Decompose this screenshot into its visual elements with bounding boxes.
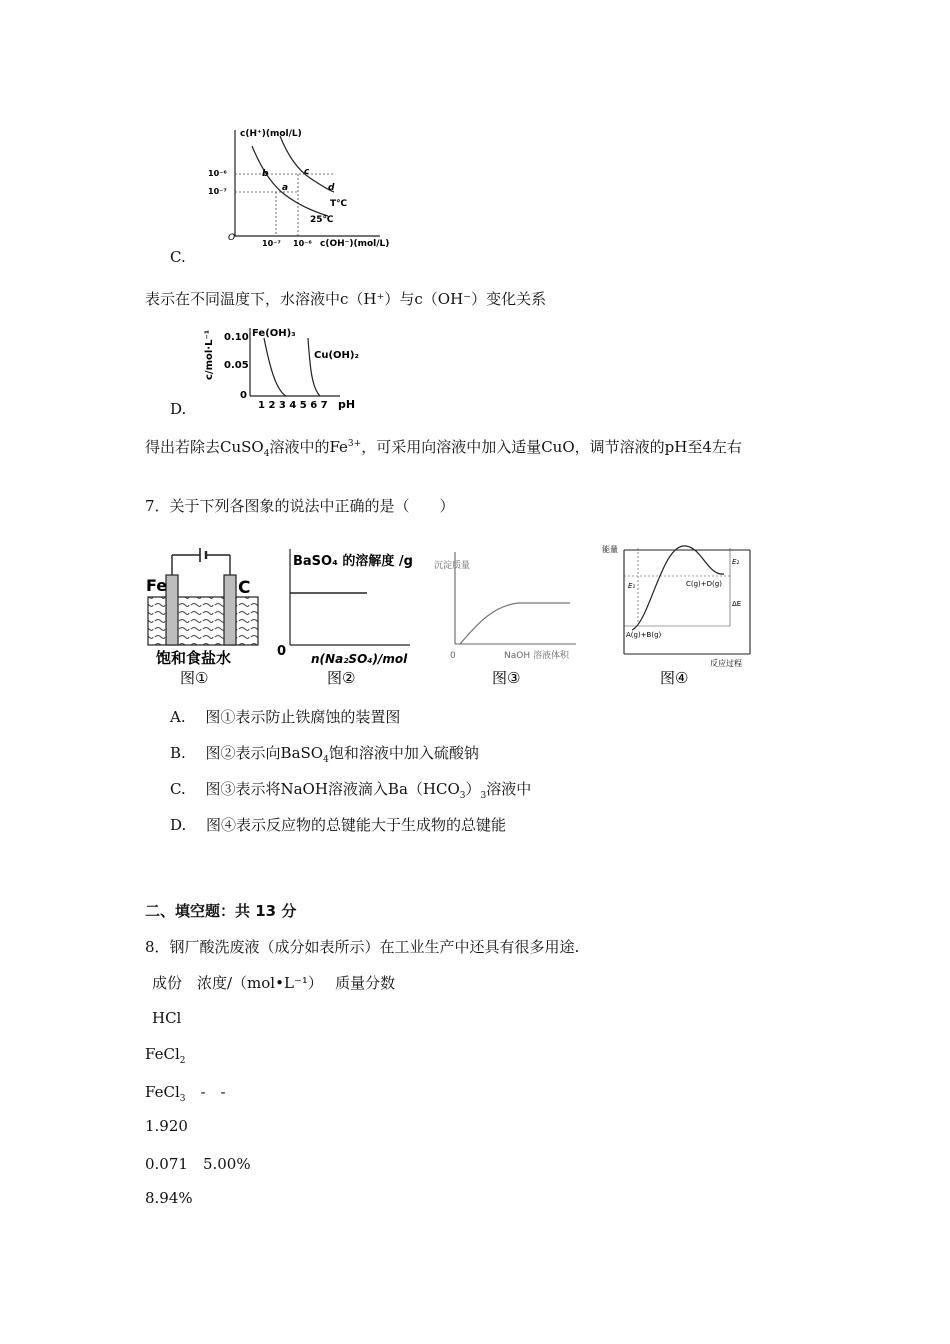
x-ticks: 1 2 3 4 5 6 7 [258, 400, 328, 411]
table-value-3: 8.94% [145, 1189, 193, 1207]
figure-3-label: 图③ [492, 669, 521, 687]
delta-e-label: ΔE [732, 600, 742, 608]
origin-label: 0 [450, 651, 456, 661]
question-8: 8．钢厂酸洗废液（成分如表所示）在工业生产中还具有很多用途. [145, 938, 580, 956]
table-header: 成份 浓度/（mol•L⁻¹） 质量分数 [152, 974, 396, 992]
y-tick-1e-7: 10⁻⁷ [208, 187, 227, 196]
y-axis-label: 能量 [602, 545, 618, 554]
solution-tank [148, 597, 258, 645]
y-axis-label: c(H⁺)(mol/L) [240, 129, 302, 139]
x-axis-label: c(OH⁻)(mol/L) [320, 239, 390, 249]
option-d-label: D. [170, 400, 187, 418]
curve-t [280, 136, 334, 192]
product-label: C(g)+D(g) [686, 580, 722, 588]
e2-label: E₂ [732, 558, 740, 566]
e1-label: E₁ [628, 582, 636, 590]
y-tick-1e-6: 10⁻⁶ [208, 169, 227, 178]
water-ionization-graph [200, 118, 400, 258]
figure-1-label: 图① [180, 669, 209, 687]
series-fe-label: Fe(OH)₃ [252, 328, 296, 339]
option-c-label: C. [170, 248, 186, 266]
y-axis-label: c/mol·L⁻¹ [204, 329, 215, 380]
figure-d-caption: 得出若除去CuSO$_4$溶液中的$Fe^{3+}$，可采用向溶液中加入适量CuO，调节溶液的pH至4左右 [145, 438, 742, 459]
option-a: A. 图①表示防止铁腐蚀的装置图 [170, 708, 401, 726]
curve-25c-label: 25℃ [310, 215, 334, 225]
option-b: B. 图②表示向BaSO$_4$饱和溶液中加入硫酸钠 [170, 744, 479, 765]
x-tick-1e-6: 10⁻⁶ [293, 239, 312, 248]
table-row-hcl: HCl [152, 1009, 182, 1027]
series-cu-label: Cu(OH)₂ [314, 350, 359, 361]
table-value-1: 1.920 [145, 1117, 188, 1135]
point-d: d [328, 183, 335, 193]
point-c: c [304, 167, 310, 177]
precipitate-curve [460, 603, 570, 644]
question-7: 7．关于下列各图象的说法中正确的是（ ） [145, 497, 455, 515]
curve-t-label: T℃ [330, 199, 348, 209]
table-value-2: 0.071 5.00% [145, 1155, 251, 1173]
origin-label: O [228, 233, 236, 243]
figure-c-caption: 表示在不同温度下，水溶液中c（H⁺）与c（OH⁻）变化关系 [145, 290, 547, 308]
figure-4-energy-diagram [600, 542, 755, 692]
table-row-fecl2: FeCl$_2$ [145, 1045, 186, 1066]
x-axis-label: 反应过程 [710, 659, 742, 668]
y-tick-010: 0.10 [224, 332, 249, 343]
y-tick-005: 0.05 [224, 360, 249, 371]
figure-2-solubility [275, 545, 420, 690]
c-label: C [238, 578, 251, 598]
x-tick-1e-7: 10⁻⁷ [262, 239, 281, 248]
x-axis-label: pH [338, 398, 356, 411]
option-d: D. 图④表示反应物的总键能大于生成物的总键能 [170, 816, 507, 834]
precipitation-ph-graph [200, 318, 365, 413]
fe-electrode [166, 575, 178, 645]
fe-label: Fe [146, 576, 168, 595]
point-b: b [262, 169, 269, 179]
y-axis-label: BaSO₄ 的溶解度 /g [293, 554, 413, 569]
reactant-label: A(g)+B(g) [626, 631, 662, 639]
solution-label: 饱和食盐水 [156, 649, 232, 667]
point-a: a [282, 183, 289, 193]
x-axis-label: NaOH 溶液体积 [504, 651, 569, 661]
table-row-fecl3: FeCl$_3$ - - [145, 1083, 226, 1104]
figure-4-label: 图④ [660, 669, 689, 687]
y-tick-0: 0 [240, 390, 247, 401]
y-axis-label: 沉淀质量 [434, 561, 471, 571]
figure-2-label: 图② [327, 669, 356, 687]
x-axis-label: n(Na₂SO₄)/mol [311, 652, 408, 666]
c-electrode [224, 575, 236, 645]
figure-1-electrolysis [142, 545, 267, 690]
figure-3-precipitate [430, 548, 580, 693]
option-c: C. 图③表示将NaOH溶液滴入$Ba(HCO_3)_3$溶液中 [170, 780, 532, 801]
curve-fe [264, 338, 286, 396]
origin-label: 0 [277, 644, 287, 659]
curve-cu [308, 338, 320, 396]
section-2-title: 二、填空题：共 13 分 [145, 902, 297, 920]
